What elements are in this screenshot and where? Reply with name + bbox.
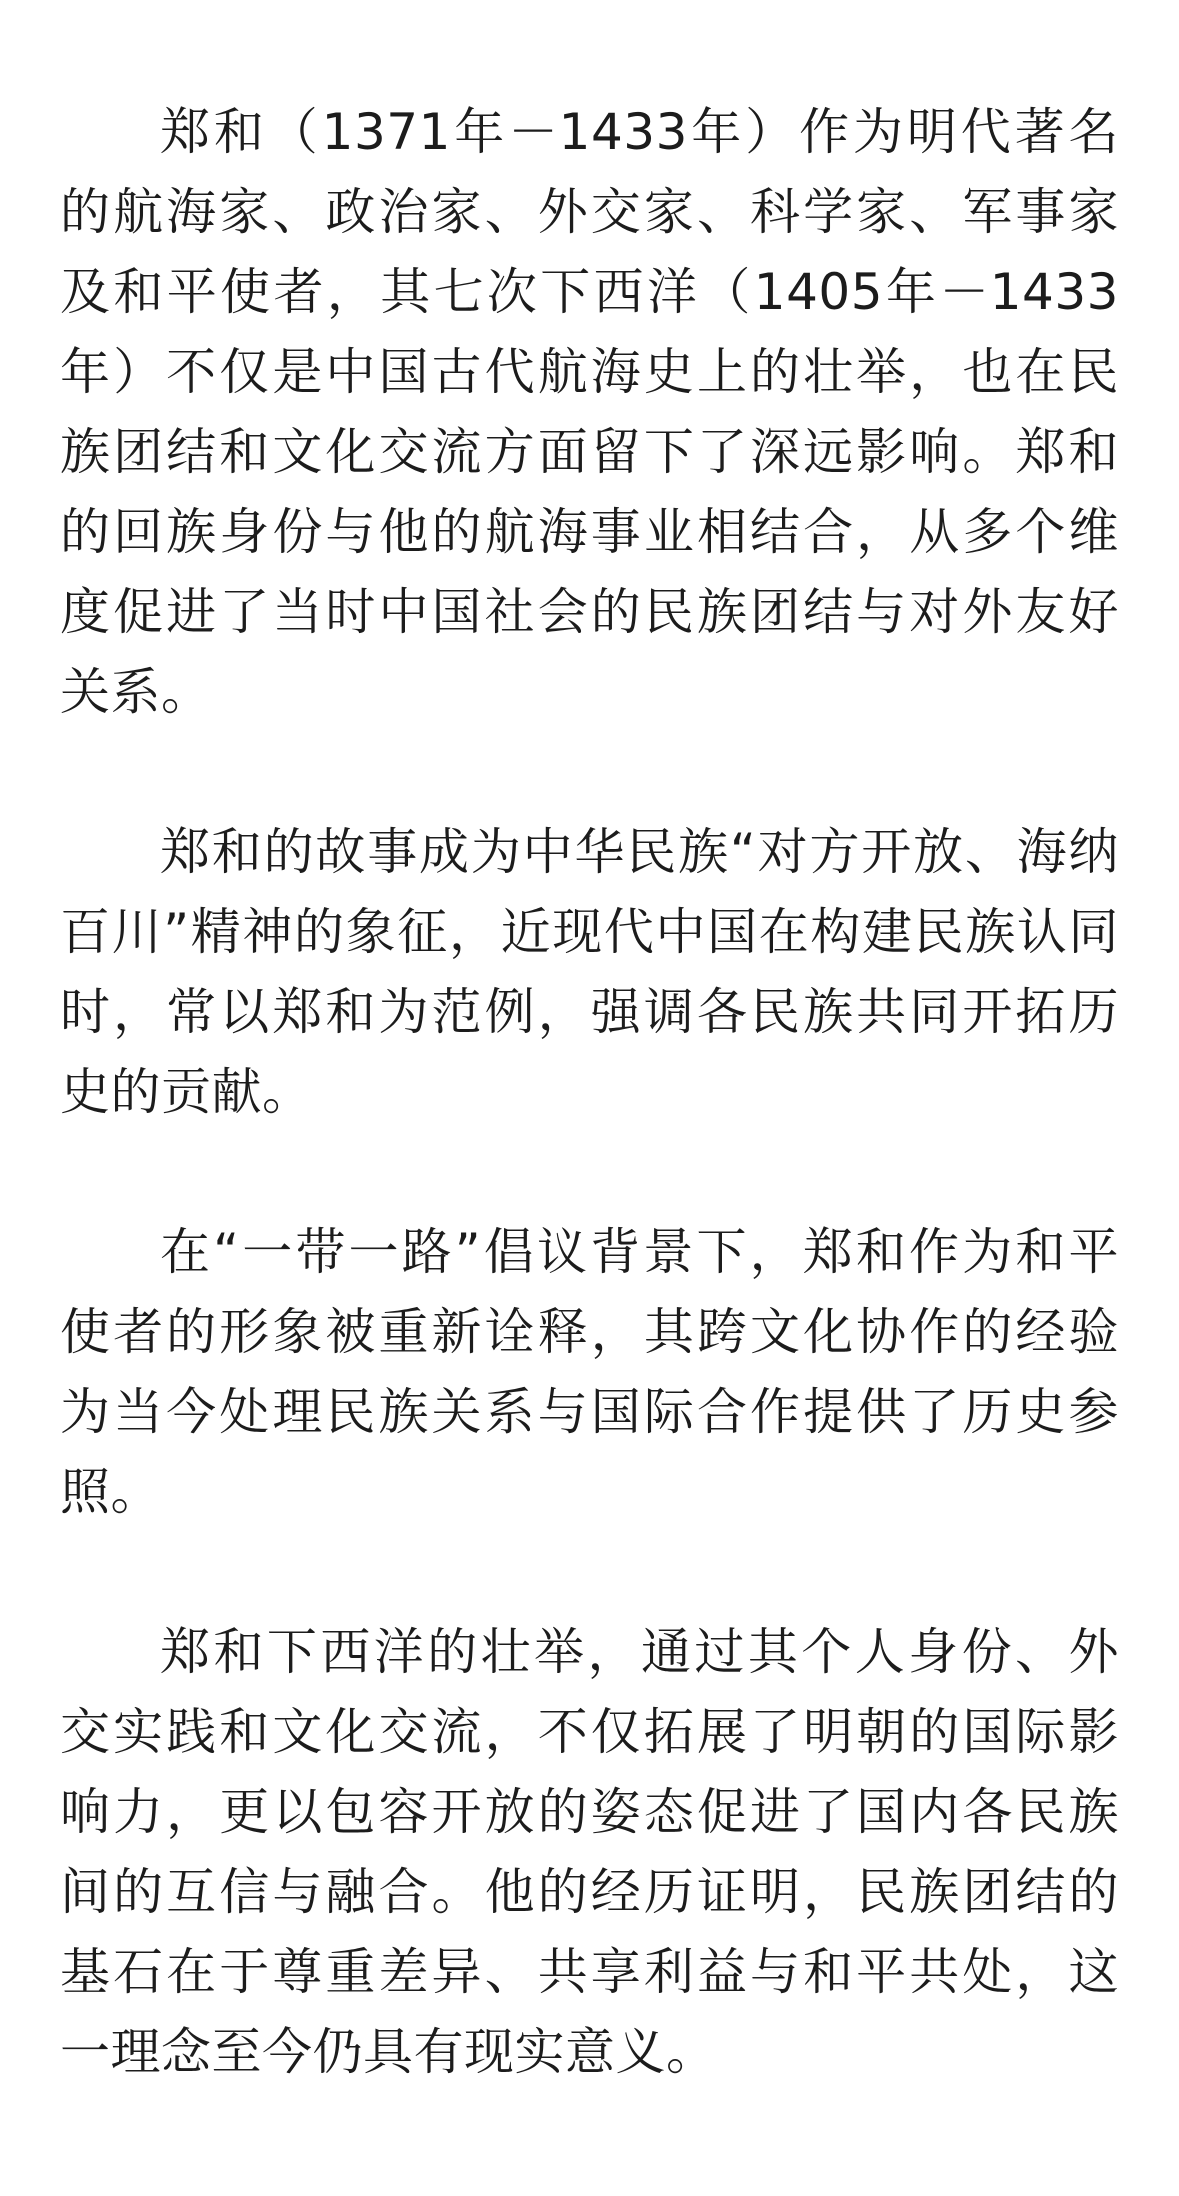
paragraph-belt-and-road: 在“一带一路”倡议背景下，郑和作为和平使者的形象被重新诠释，其跨文化协作的经验为当今处理民族关系与国际合作提供了历史参照。 — [60, 1223, 1119, 1521]
paragraph-conclusion: 郑和下西洋的壮举，通过其个人身份、外交实践和文化交流，不仅拓展了明朝的国际影响力，更以包容开放的姿态促进了国内各民族间的互信与融合。他的经历证明，民族团结的基石在于尊重差异、共享利益与和平共处，这一理念至今仍具有现实意义。 — [60, 1623, 1119, 2081]
paragraph-zhenghe-intro: 郑和（1371年－1433年）作为明代著名的航海家、政治家、外交家、科学家、军事家及和平使者，其七次下西洋（1405年－1433年）不仅是中国古代航海史上的壮举，也在民族团结和文化交流方面留下了深远影响。郑和的回族身份与他的航海事业相结合，从多个维度促进了当时中国社会的民族团结与对外友好关系。 — [60, 103, 1119, 721]
article-body — [60, 92, 1119, 2092]
paragraph-national-symbol: 郑和的故事成为中华民族“对方开放、海纳百川”精神的象征，近现代中国在构建民族认同时，常以郑和为范例，强调各民族共同开拓历史的贡献。 — [60, 823, 1119, 1121]
